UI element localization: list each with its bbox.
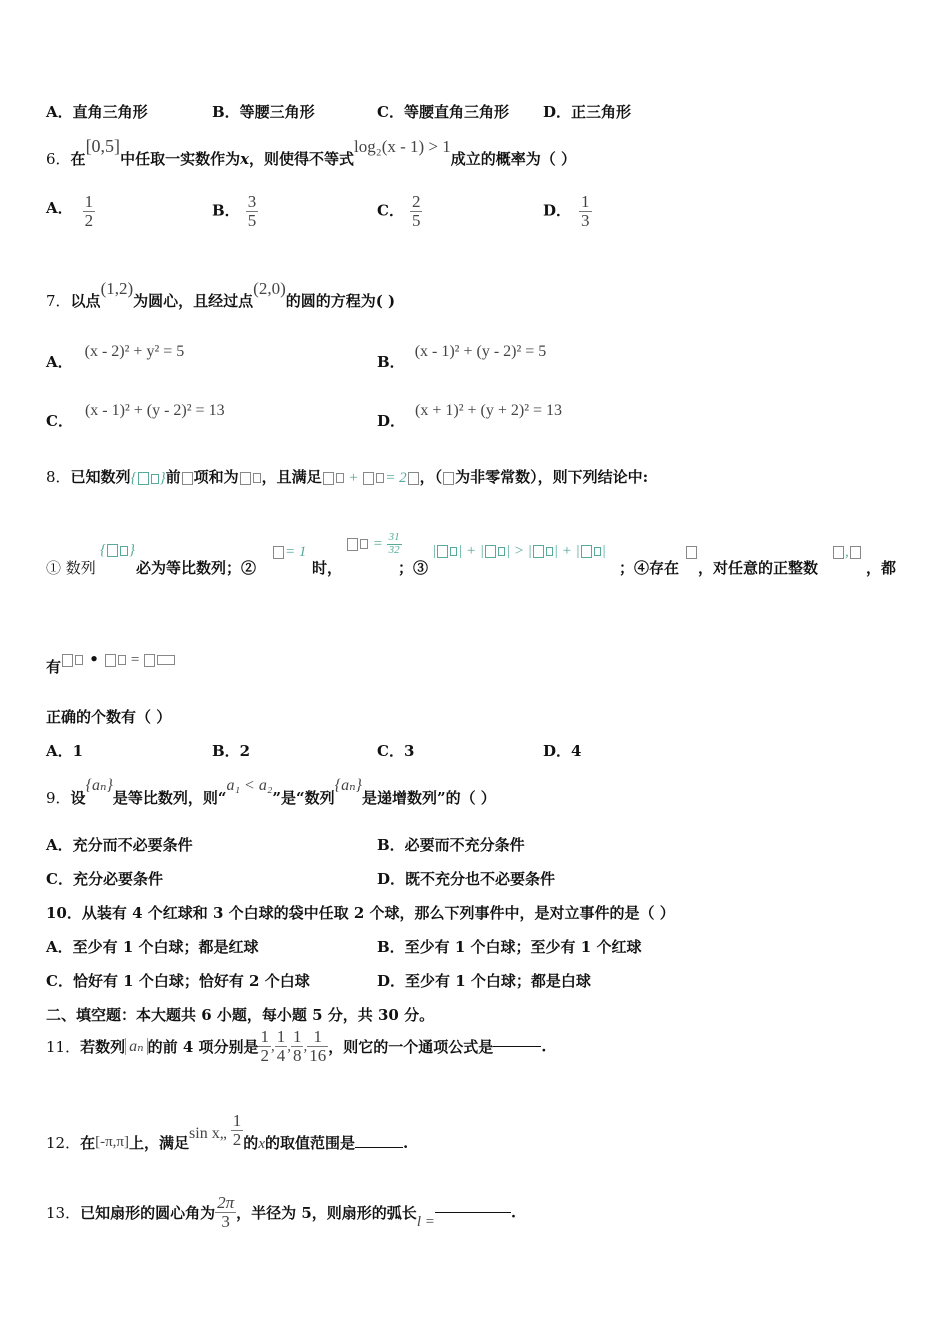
question-number: 6． — [46, 150, 71, 168]
answer-blank[interactable] — [355, 1147, 403, 1148]
question-7: 7．以点(1,2)为圆心，且经过点(2,0)的圆的方程为( ) — [46, 279, 396, 310]
q9-option-b: B．必要而不充分条件 — [377, 836, 525, 854]
q8-option-c: C．3 — [377, 742, 415, 760]
q10-option-c: C．恰好有 1 个白球；恰好有 2 个白球 — [46, 972, 310, 990]
q6-option-a: A． $\frac{1}{2}$ — [46, 192, 94, 230]
question-number: 7． — [46, 292, 71, 310]
q6-option-c: C． $\frac{2}{5}$ — [377, 192, 421, 230]
q7-option-a: A．(x - 2)² + y² = 5 — [46, 343, 185, 371]
question-8-statement-4-cont: 有 • = — [46, 648, 176, 669]
question-6: 6．在[0,5]中任取一实数作为x，则使得不等式log₂(x - 1) > 1成立的概率为（ ） — [46, 136, 577, 168]
q7-option-c: C．(x - 1)² + (y - 2)² = 13 — [46, 402, 225, 430]
question-number: 9． — [46, 789, 71, 807]
question-8-statements: ① 数列 { } 必为等比数列；② = 1 时， = $\frac{31}{32}$ ；③ | | + | | > | | + | | ；④存在 ，对任意的正整数 , ，都 — [46, 531, 897, 577]
interval: [0,5] — [85, 136, 121, 156]
question-number: 8． — [46, 468, 71, 486]
q6-option-b: B． $\frac{3}{5}$ — [212, 192, 257, 230]
q10-option-d: D．至少有 1 个白球；都是白球 — [377, 972, 591, 990]
question-9: 9．设{aₙ}是等比数列，则“a₁ < a₂”是“数列{aₙ}是递增数列”的（ ） — [46, 777, 496, 807]
q5-option-a: A．直角三角形 — [46, 103, 148, 121]
question-11: 11．若数列 aₙ 的前 4 项分别是 $\frac{1}{2}$ , $\frac{1}{4}$ , $\frac{1}{8}$ , $\frac{1}{16}$ ，则它的一个通项公式是 . — [46, 1027, 547, 1065]
q7-option-b: B．(x - 1)² + (y - 2)² = 5 — [377, 343, 547, 371]
question-13: 13．已知扇形的圆心角为 $\frac{2\pi}{3}$ ，半径为 5，则扇形的弧长l =. — [46, 1193, 517, 1231]
answer-blank[interactable] — [493, 1046, 541, 1047]
question-12: 12．在[-π,π]上，满足sin x„ $\frac{1}{2}$ 的x的取值范围是 . — [46, 1111, 409, 1153]
q8-option-a: A．1 — [46, 742, 84, 760]
q8-option-b: B．2 — [212, 742, 251, 760]
question-8-prompt: 正确的个数有（ ） — [46, 708, 172, 726]
q8-option-d: D．4 — [543, 742, 582, 760]
question-10: 10．从装有 4 个红球和 3 个白球的袋中任取 2 个球，那么下列事件中，是对立事件的是（ ） — [46, 904, 675, 922]
q9-option-a: A．充分而不必要条件 — [46, 836, 193, 854]
question-number: 13． — [46, 1203, 81, 1222]
question-number: 12． — [46, 1134, 81, 1153]
q9-option-c: C．充分必要条件 — [46, 870, 163, 888]
q5-option-d: D．正三角形 — [543, 103, 632, 121]
q10-option-b: B．至少有 1 个白球；至少有 1 个红球 — [377, 938, 642, 956]
inequality: log₂(x - 1) > 1 — [354, 137, 451, 156]
question-number: 11． — [46, 1037, 81, 1056]
q6-option-d: D． $\frac{1}{3}$ — [543, 192, 590, 230]
answer-blank[interactable] — [435, 1212, 511, 1213]
q5-option-b: B．等腰三角形 — [212, 103, 315, 121]
q5-option-c: C．等腰直角三角形 — [377, 103, 509, 121]
section-2-heading: 二、填空题：本大题共 6 小题，每小题 5 分，共 30 分。 — [46, 1006, 435, 1024]
q9-option-d: D．既不充分也不必要条件 — [377, 870, 556, 888]
question-8: 8．已知数列{ }前 项和为 ，且满足 + = 2 ，（ 为非零常数），则下列结论中: — [46, 468, 649, 486]
q7-option-d: D．(x + 1)² + (y + 2)² = 13 — [377, 402, 563, 430]
q10-option-a: A．至少有 1 个白球；都是红球 — [46, 938, 259, 956]
